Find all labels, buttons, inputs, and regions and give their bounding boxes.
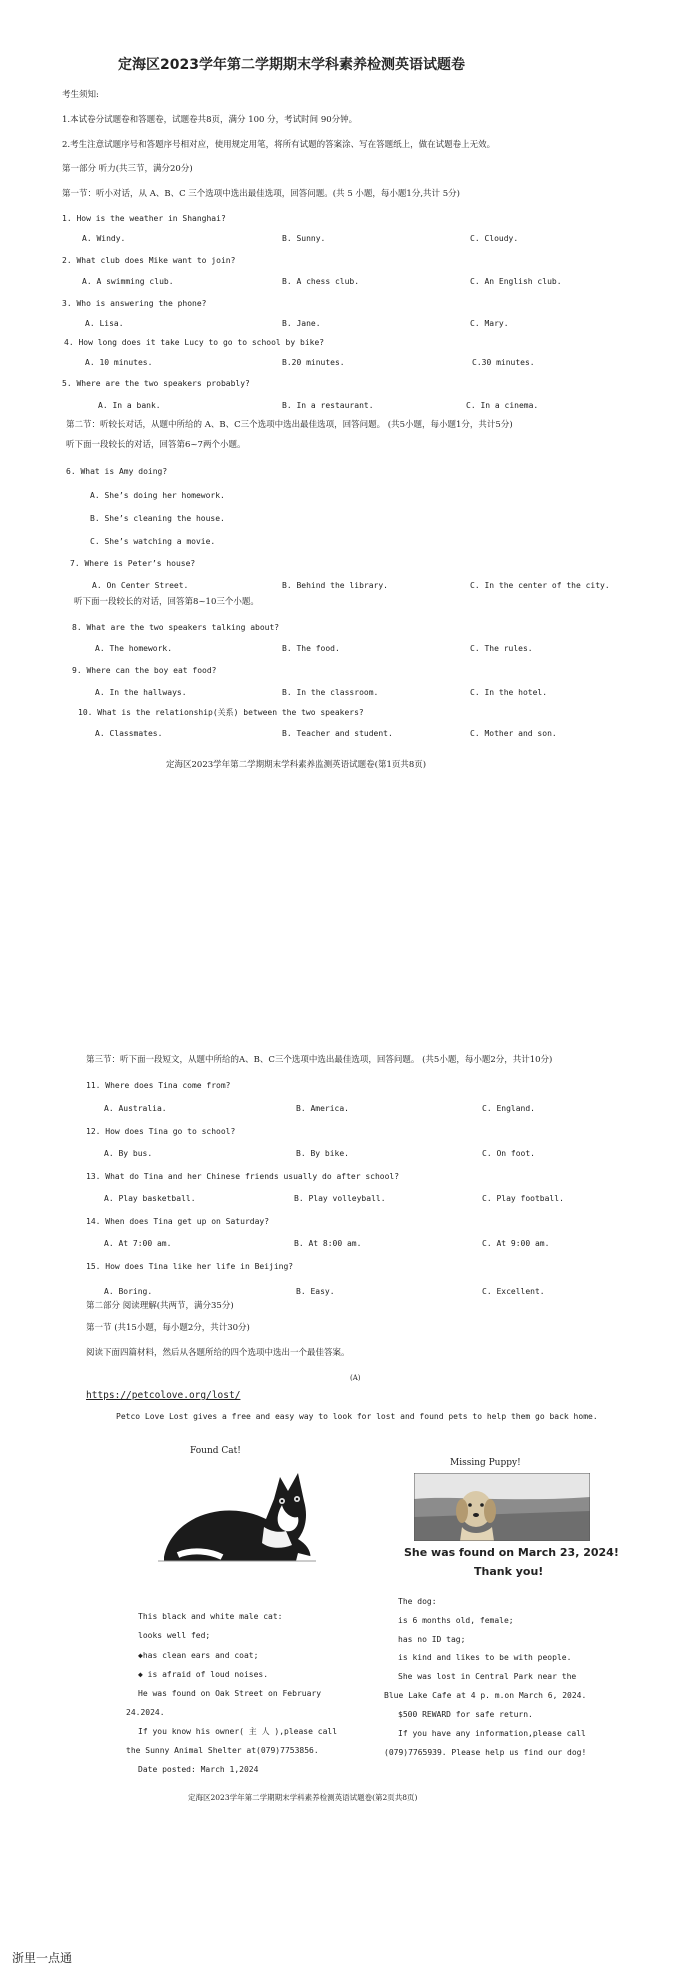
q7-option-b: B. Behind the library. [282,581,388,590]
q3-option-c: C. Mary. [470,319,509,328]
cat-line-3: ◆has clean ears and coat; [138,1651,259,1660]
q15-option-b: B. Easy. [296,1287,335,1296]
question-3: 3. Who is answering the phone? [62,299,207,308]
q6-option-a: A. She’s doing her homework. [90,491,225,500]
part-2-heading: 第二部分 阅读理解(共两节，满分35分) [86,1301,234,1311]
part-1-heading: 第一部分 听力(共三节，满分20分) [62,164,193,174]
dog-line-3: has no ID tag; [398,1635,466,1644]
q12-option-c: C. On foot. [482,1149,535,1158]
section-2-heading: 第二节：听较长对话，从题中所给的 A、B、C三个选项中选出最佳选项，回答问题。 (共5小题，每小题1分，共计5分) [66,420,513,430]
page-title: 定海区2023学年第二学期期末学科素养检测英语试题卷 [118,57,465,73]
section-3-heading: 第三节：听下面一段短文，从题中所给的A、B、C三个选项中选出最佳选项，回答问题。 (共5小题，每小题2分，共计10分) [86,1055,553,1065]
cat-line-1: This black and white male cat: [138,1612,283,1621]
q12-option-b: B. By bike. [296,1149,349,1158]
page-2-footer: 定海区2023学年第二学期期末学科素养检测英语试题卷(第2页共8页) [188,1793,418,1802]
notice-2: 2.考生注意试题序号和答题序号相对应，使用规定用笔，将所有试题的答案涂、写在答题纸上，做在试题卷上无效。 [62,140,496,150]
q1-option-c: C. Cloudy. [470,234,519,243]
q13-option-b: B. Play volleyball. [294,1194,386,1203]
q4-option-c: C.30 minutes. [472,358,535,367]
question-4: 4. How long does it take Lucy to go to school by bike? [64,338,325,347]
dog-line-2: is 6 months old, female; [398,1616,514,1625]
section-2-subheading: 听下面一段较长的对话，回答第6~7两个小题。 [66,440,246,450]
petco-url-link[interactable]: https://petcolove.org/lost/ [86,1390,241,1401]
cat-line-4: ◆ is afraid of loud noises. [138,1670,269,1679]
cat-line-8: the Sunny Animal Shelter at(079)7753856. [126,1746,319,1755]
question-6: 6. What is Amy doing? [66,467,168,476]
q5-option-b: B. In a restaurant. [282,401,374,410]
q14-option-b: B. At 8:00 am. [294,1239,362,1248]
question-14: 14. When does Tina get up on Saturday? [86,1217,270,1226]
found-cat-heading: Found Cat! [190,1446,241,1456]
section-1-heading: 第一节：听小对话，从 A、B、C 三个选项中选出最佳选项，回答问题。(共 5 小题，每小题1分,共计 5分) [62,189,460,199]
q9-option-c: C. In the hotel. [470,688,548,697]
question-11: 11. Where does Tina come from? [86,1081,231,1090]
q15-option-c: C. Excellent. [482,1287,545,1296]
dog-line-5: She was lost in Central Park near the [398,1672,577,1681]
q11-option-c: C. England. [482,1104,535,1113]
question-13: 13. What do Tina and her Chinese friends usually do after school? [86,1172,400,1181]
section-2-subheading-2: 听下面一段较长的对话，回答第8~10三个小题。 [74,597,259,607]
puppy-found-notice: She was found on March 23, 2024! [404,1546,619,1559]
reading-section-1-heading: 第一节 (共15小题，每小题2分，共计30分) [86,1323,250,1333]
q10-option-a: A. Classmates. [95,729,163,738]
q8-option-b: B. The food. [282,644,340,653]
cat-line-6: 24.2024. [126,1708,165,1717]
q2-option-a: A. A swimming club. [82,277,174,286]
q11-option-b: B. America. [296,1104,349,1113]
q5-option-a: A. In a bank. [98,401,161,410]
question-12: 12. How does Tina go to school? [86,1127,236,1136]
q6-option-b: B. She’s cleaning the house. [90,514,225,523]
q6-option-c: C. She’s watching a movie. [90,537,216,546]
question-1: 1. How is the weather in Shanghai? [62,214,226,223]
question-8: 8. What are the two speakers talking about? [72,623,280,632]
notice-heading: 考生须知: [62,90,99,100]
passage-intro: Petco Love Lost gives a free and easy way to look for lost and found pets to help them go back home. [116,1412,598,1421]
reading-instructions: 阅读下面四篇材料，然后从各题所给的四个选项中选出一个最佳答案。 [86,1348,350,1358]
q8-option-a: A. The homework. [95,644,173,653]
q9-option-a: A. In the hallways. [95,688,187,697]
cat-line-9: Date posted: March 1,2024 [138,1765,259,1774]
question-2: 2. What club does Mike want to join? [62,256,236,265]
puppy-photo [414,1473,590,1541]
q1-option-b: B. Sunny. [282,234,326,243]
q1-option-a: A. Windy. [82,234,126,243]
q5-option-c: C. In a cinema. [466,401,539,410]
q10-option-c: C. Mother and son. [470,729,557,738]
q14-option-c: C. At 9:00 am. [482,1239,550,1248]
q4-option-a: A. 10 minutes. [85,358,153,367]
dog-line-8: If you have any information,please call [398,1729,586,1738]
question-9: 9. Where can the boy eat food? [72,666,217,675]
cat-line-7: If you know his owner( 主 人 ),please call [138,1727,338,1736]
q2-option-c: C. An English club. [470,277,562,286]
q13-option-a: A. Play basketball. [104,1194,196,1203]
q2-option-b: B. A chess club. [282,277,360,286]
question-15: 15. How does Tina like her life in Beijing? [86,1262,294,1271]
q15-option-a: A. Boring. [104,1287,153,1296]
dog-line-1: The dog: [398,1597,437,1606]
page-1-footer: 定海区2023学年第二学期期末学科素养监测英语试题卷(第1页共8页) [166,760,427,770]
dog-line-7: $500 REWARD for safe return. [398,1710,533,1719]
cat-photo [158,1465,316,1565]
q9-option-b: B. In the classroom. [282,688,379,697]
question-5: 5. Where are the two speakers probably? [62,379,250,388]
cat-line-5: He was found on Oak Street on February [138,1689,322,1698]
dog-line-6: Blue Lake Cafe at 4 p. m.on March 6, 2024. [384,1691,587,1700]
cat-line-2: looks well fed; [138,1631,211,1640]
q4-option-b: B.20 minutes. [282,358,345,367]
notice-1: 1.本试卷分试题卷和答题卷，试题卷共8页，满分 100 分，考试时间 90分钟。 [62,115,358,125]
question-10: 10. What is the relationship(关系) between the two speakers? [78,708,364,717]
dog-line-4: is kind and likes to be with people. [398,1653,572,1662]
q7-option-a: A. On Center Street. [92,581,189,590]
q3-option-a: A. Lisa. [85,319,124,328]
passage-label: (A) [350,1374,361,1382]
q12-option-a: A. By bus. [104,1149,153,1158]
q10-option-b: B. Teacher and student. [282,729,393,738]
q13-option-c: C. Play football. [482,1194,564,1203]
dog-line-9: (079)7765939. Please help us find our dog! [384,1748,587,1757]
q7-option-c: C. In the center of the city. [470,581,610,590]
q14-option-a: A. At 7:00 am. [104,1239,172,1248]
q3-option-b: B. Jane. [282,319,321,328]
question-7: 7. Where is Peter’s house? [70,559,196,568]
q8-option-c: C. The rules. [470,644,533,653]
q11-option-a: A. Australia. [104,1104,167,1113]
watermark-text: 浙里一点通 [12,1951,73,1965]
missing-puppy-heading: Missing Puppy! [450,1458,521,1468]
puppy-thank-you: Thank you! [474,1565,544,1578]
